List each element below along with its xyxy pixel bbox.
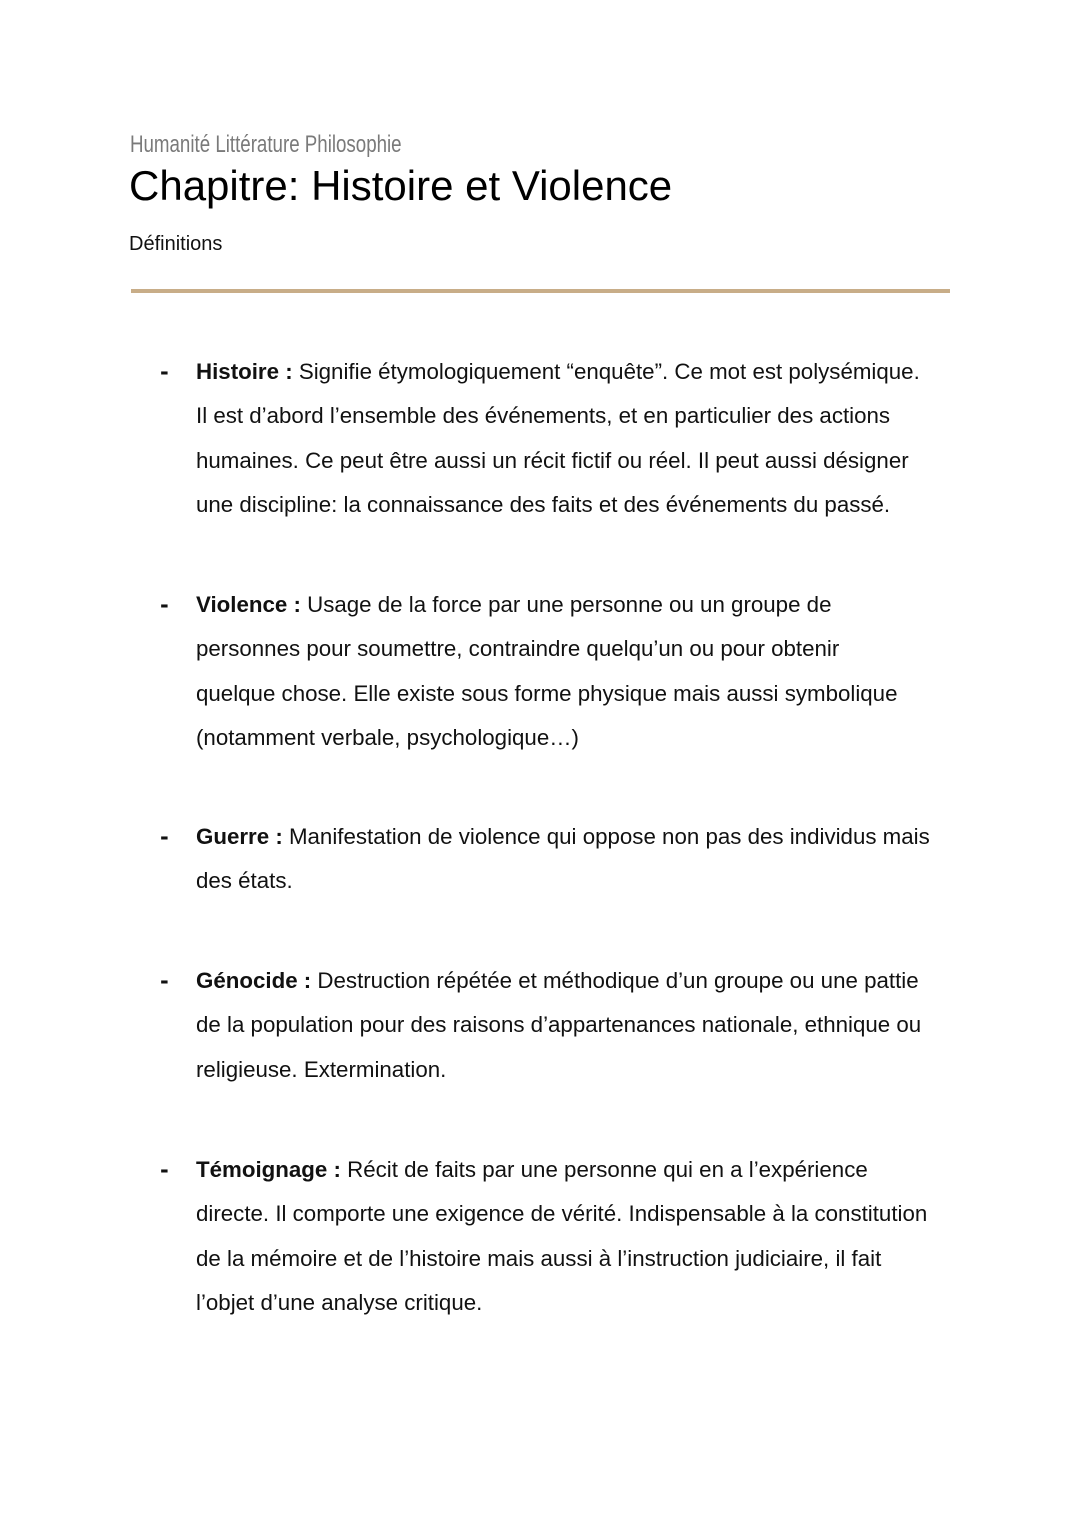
definition-term: Guerre :: [196, 824, 283, 849]
definition-line: [196, 672, 897, 716]
definition-text: Usage de la force par une personne ou un groupe de: [300, 592, 832, 617]
definition-term: Violence :: [196, 592, 301, 617]
definition-text: (notamment verbale, psychologique…): [196, 724, 579, 750]
definition-text: personnes pour soumettre, contraindre quelqu’un ou pour obtenir: [196, 636, 840, 662]
definition-text: de la mémoire et de l’histoire mais aussi à l’instruction judiciaire, il fait: [196, 1245, 882, 1271]
definition-text: des états.: [196, 868, 293, 894]
definition-text: Manifestation de violence qui oppose non pas des individus mais: [282, 824, 930, 849]
bullet-dash-icon: -: [160, 825, 169, 849]
definition-line: [196, 1237, 927, 1281]
definition-text: Signifie étymologiquement “enquête”. Ce mot est polysémique.: [292, 359, 920, 384]
definition-line: [196, 1281, 927, 1325]
definition-text: l’objet d’une analyse critique.: [196, 1289, 483, 1315]
definition-term: Témoignage :: [196, 1157, 341, 1182]
definition-line: [196, 394, 920, 438]
definition-term: Génocide :: [196, 968, 312, 993]
bullet-dash-icon: -: [160, 593, 169, 617]
definition-text: Récit de faits par une personne qui en a l’expérience: [340, 1157, 868, 1182]
bullet-dash-icon: -: [160, 969, 169, 993]
definition-line: [196, 583, 897, 627]
definition-text: de la population pour des raisons d’appartenances nationale, ethnique ou: [196, 1012, 922, 1038]
definition-line: [196, 350, 920, 394]
divider: [131, 289, 950, 293]
definition-term: Histoire :: [196, 359, 293, 384]
definition-line: [196, 483, 920, 527]
definition-text: humaines. Ce peut être aussi un récit fictif ou réel. Il peut aussi désigner: [196, 447, 909, 473]
definition-line: [196, 815, 930, 859]
definition-text: Destruction répétée et méthodique d’un groupe ou une pattie: [311, 968, 919, 993]
definition-text: quelque chose. Elle existe sous forme physique mais aussi symbolique: [196, 680, 898, 706]
definition-line: [196, 627, 897, 671]
definition-line: [196, 439, 920, 483]
bullet-dash-icon: -: [160, 360, 169, 384]
definition-text: directe. Il comporte une exigence de vérité. Indispensable à la constitution: [196, 1201, 928, 1227]
definition-text: religieuse. Extermination.: [196, 1056, 447, 1082]
definition-text: une discipline: la connaissance des faits et des événements du passé.: [196, 491, 891, 517]
definition-line: [196, 959, 921, 1003]
subject-label: Humanité Littérature Philosophie: [130, 131, 402, 158]
bullet-dash-icon: -: [160, 1158, 169, 1182]
definition-line: [196, 1003, 921, 1047]
definition-line: [196, 859, 930, 903]
page-title: Chapitre: Histoire et Violence: [129, 162, 673, 209]
section-heading: Définitions: [129, 233, 223, 255]
definition-line: [196, 1192, 927, 1236]
definition-text: Il est d’abord l’ensemble des événements, et en particulier des actions: [196, 403, 891, 429]
definition-line: [196, 716, 897, 760]
definition-line: [196, 1048, 921, 1092]
definition-line: [196, 1148, 927, 1192]
